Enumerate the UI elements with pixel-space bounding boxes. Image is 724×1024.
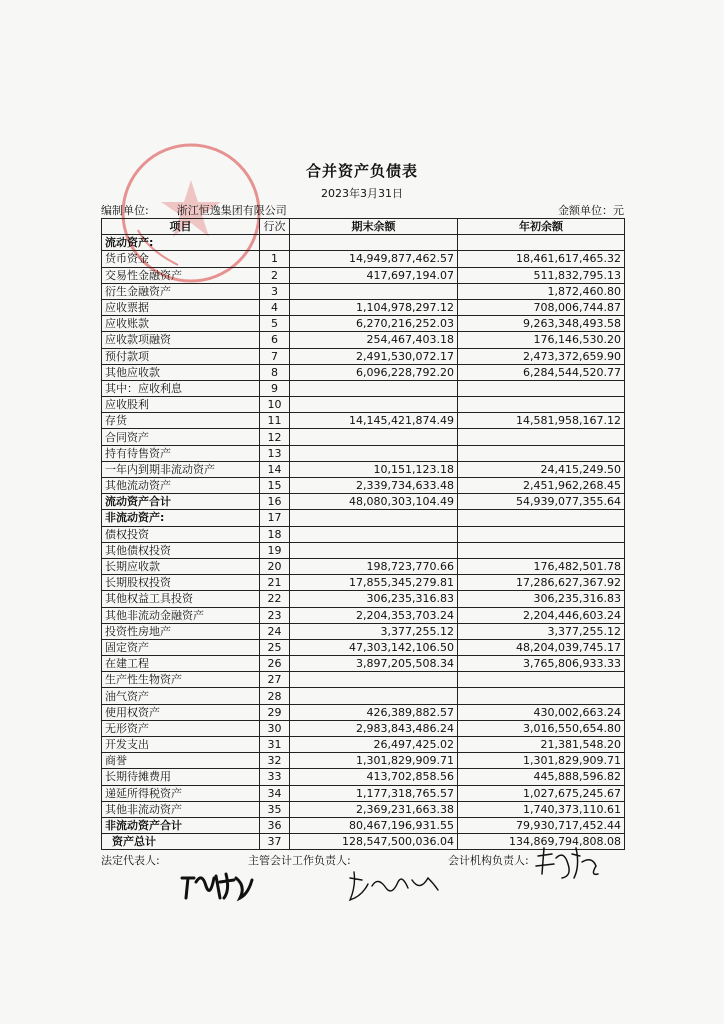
- row-end-balance: 6,096,228,792.20: [290, 364, 458, 380]
- row-line-no: 7: [260, 348, 290, 364]
- row-item: 预付款项: [102, 348, 260, 364]
- prepared-by: [101, 202, 287, 218]
- row-item: 在建工程: [102, 656, 260, 672]
- row-item: 无形资产: [102, 720, 260, 736]
- row-line-no: 28: [260, 688, 290, 704]
- table-row: [102, 575, 625, 591]
- row-end-balance: 2,339,734,633.48: [290, 478, 458, 494]
- table-row: [102, 817, 625, 833]
- row-item: 存货: [102, 413, 260, 429]
- row-begin-balance: 18,461,617,465.32: [458, 251, 625, 267]
- row-begin-balance: 176,146,530.20: [458, 332, 625, 348]
- row-item: 合同资产: [102, 429, 260, 445]
- table-row: [102, 558, 625, 574]
- row-item: 长期应收款: [102, 558, 260, 574]
- row-end-balance: 1,301,829,909.71: [290, 753, 458, 769]
- row-end-balance: [290, 380, 458, 396]
- table-row: [102, 332, 625, 348]
- row-begin-balance: [458, 542, 625, 558]
- table-row: [102, 251, 625, 267]
- row-begin-balance: 2,451,962,268.45: [458, 478, 625, 494]
- table-row: [102, 801, 625, 817]
- row-line-no: 26: [260, 656, 290, 672]
- row-line-no: 13: [260, 445, 290, 461]
- row-end-balance: [290, 526, 458, 542]
- row-begin-balance: [458, 445, 625, 461]
- row-item: 商誉: [102, 753, 260, 769]
- row-line-no: 37: [260, 834, 290, 850]
- row-begin-balance: 17,286,627,367.92: [458, 575, 625, 591]
- row-line-no: 5: [260, 316, 290, 332]
- row-item: 流动资产:: [102, 235, 260, 251]
- row-line-no: 17: [260, 510, 290, 526]
- row-end-balance: [290, 542, 458, 558]
- row-item: 交易性金融资产: [102, 267, 260, 283]
- table-row: [102, 526, 625, 542]
- row-item: 投资性房地产: [102, 623, 260, 639]
- table-row: [102, 299, 625, 315]
- row-begin-balance: [458, 380, 625, 396]
- table-row: [102, 639, 625, 655]
- row-end-balance: 254,467,403.18: [290, 332, 458, 348]
- row-item: 货币资金: [102, 251, 260, 267]
- row-begin-balance: 3,377,255.12: [458, 623, 625, 639]
- row-end-balance: [290, 235, 458, 251]
- row-end-balance: 413,702,858.56: [290, 769, 458, 785]
- row-begin-balance: [458, 510, 625, 526]
- row-item: 应收票据: [102, 299, 260, 315]
- table-row: [102, 542, 625, 558]
- table-header-row: [102, 219, 625, 235]
- row-begin-balance: 2,204,446,603.24: [458, 607, 625, 623]
- row-line-no: 34: [260, 785, 290, 801]
- row-line-no: 11: [260, 413, 290, 429]
- row-line-no: 32: [260, 753, 290, 769]
- row-item: 债权投资: [102, 526, 260, 542]
- row-item: 其他债权投资: [102, 542, 260, 558]
- row-line-no: 36: [260, 817, 290, 833]
- row-end-balance: 80,467,196,931.55: [290, 817, 458, 833]
- row-end-balance: 1,104,978,297.12: [290, 299, 458, 315]
- row-line-no: 30: [260, 720, 290, 736]
- table-row: [102, 672, 625, 688]
- row-item: 使用权资产: [102, 704, 260, 720]
- row-item: 其他非流动金融资产: [102, 607, 260, 623]
- table-row: [102, 720, 625, 736]
- table-row: [102, 380, 625, 396]
- row-line-no: 35: [260, 801, 290, 817]
- row-begin-balance: 1,027,675,245.67: [458, 785, 625, 801]
- row-begin-balance: 54,939,077,355.64: [458, 494, 625, 510]
- row-line-no: 12: [260, 429, 290, 445]
- row-begin-balance: 3,016,550,654.80: [458, 720, 625, 736]
- row-end-balance: 47,303,142,106.50: [290, 639, 458, 655]
- accounting-head-signature: [532, 844, 602, 884]
- table-row: [102, 235, 625, 251]
- row-line-no: 1: [260, 251, 290, 267]
- row-begin-balance: [458, 672, 625, 688]
- table-row: [102, 688, 625, 704]
- table-row: [102, 494, 625, 510]
- row-end-balance: 48,080,303,104.49: [290, 494, 458, 510]
- table-row: [102, 348, 625, 364]
- row-begin-balance: [458, 688, 625, 704]
- row-end-balance: [290, 397, 458, 413]
- row-end-balance: 2,369,231,663.38: [290, 801, 458, 817]
- row-item: 流动资产合计: [102, 494, 260, 510]
- row-item: 应收股利: [102, 397, 260, 413]
- row-line-no: [260, 235, 290, 251]
- chief-accountant-signature: [342, 866, 442, 906]
- row-line-no: 20: [260, 558, 290, 574]
- row-item: 持有待售资产: [102, 445, 260, 461]
- table-row: [102, 623, 625, 639]
- row-item: 长期待摊费用: [102, 769, 260, 785]
- row-line-no: 6: [260, 332, 290, 348]
- row-item: 其他权益工具投资: [102, 591, 260, 607]
- row-begin-balance: 1,872,460.80: [458, 283, 625, 299]
- row-end-balance: [290, 429, 458, 445]
- col-item-header: 项目: [102, 219, 260, 235]
- table-row: [102, 607, 625, 623]
- row-end-balance: 6,270,216,252.03: [290, 316, 458, 332]
- col-begin-header: 年初余额: [458, 219, 625, 235]
- row-item: 非流动资产合计: [102, 817, 260, 833]
- row-begin-balance: 79,930,717,452.44: [458, 817, 625, 833]
- row-line-no: 22: [260, 591, 290, 607]
- row-line-no: 21: [260, 575, 290, 591]
- chief-accountant-label: 主管会计工作负责人:: [248, 854, 351, 867]
- accounting-head-label: 会计机构负责人:: [448, 854, 529, 867]
- row-line-no: 16: [260, 494, 290, 510]
- table-row: [102, 429, 625, 445]
- row-item: 应收款项融资: [102, 332, 260, 348]
- row-item: 其他应收款: [102, 364, 260, 380]
- table-row: [102, 413, 625, 429]
- row-end-balance: 198,723,770.66: [290, 558, 458, 574]
- row-line-no: 33: [260, 769, 290, 785]
- row-begin-balance: [458, 526, 625, 542]
- table-row: [102, 704, 625, 720]
- row-end-balance: 306,235,316.83: [290, 591, 458, 607]
- row-line-no: 31: [260, 737, 290, 753]
- table-row: [102, 478, 625, 494]
- report-title: 合并资产负债表: [305, 162, 418, 180]
- row-end-balance: 14,145,421,874.49: [290, 413, 458, 429]
- row-begin-balance: 14,581,958,167.12: [458, 413, 625, 429]
- row-item: 一年内到期非流动资产: [102, 461, 260, 477]
- row-line-no: 8: [260, 364, 290, 380]
- table-row: [102, 316, 625, 332]
- table-row: [102, 461, 625, 477]
- row-begin-balance: 511,832,795.13: [458, 267, 625, 283]
- balance-sheet-table: [101, 218, 625, 850]
- row-end-balance: [290, 283, 458, 299]
- row-end-balance: 14,949,877,462.57: [290, 251, 458, 267]
- row-item: 油气资产: [102, 688, 260, 704]
- row-end-balance: 2,204,353,703.24: [290, 607, 458, 623]
- row-end-balance: 1,177,318,765.57: [290, 785, 458, 801]
- row-line-no: 14: [260, 461, 290, 477]
- row-end-balance: 2,491,530,072.17: [290, 348, 458, 364]
- table-row: [102, 267, 625, 283]
- row-item: 其中：应收利息: [102, 380, 260, 396]
- row-item: 递延所得税资产: [102, 785, 260, 801]
- col-no-header: 行次: [260, 219, 290, 235]
- row-item: 其他非流动资产: [102, 801, 260, 817]
- row-item: 衍生金融资产: [102, 283, 260, 299]
- row-line-no: 2: [260, 267, 290, 283]
- row-end-balance: 128,547,500,036.04: [290, 834, 458, 850]
- row-begin-balance: 306,235,316.83: [458, 591, 625, 607]
- row-line-no: 18: [260, 526, 290, 542]
- table-row: [102, 445, 625, 461]
- row-begin-balance: 48,204,039,745.17: [458, 639, 625, 655]
- row-line-no: 10: [260, 397, 290, 413]
- row-item: 资产总计: [102, 834, 260, 850]
- col-end-header: 期末余额: [290, 219, 458, 235]
- row-begin-balance: 1,740,373,110.61: [458, 801, 625, 817]
- table-row: [102, 737, 625, 753]
- row-end-balance: 3,897,205,508.34: [290, 656, 458, 672]
- row-line-no: 15: [260, 478, 290, 494]
- table-row: [102, 591, 625, 607]
- row-item: 其他流动资产: [102, 478, 260, 494]
- prepared-by-label: 编制单位:: [101, 204, 149, 217]
- row-begin-balance: 24,415,249.50: [458, 461, 625, 477]
- row-begin-balance: 134,869,794,808.08: [458, 834, 625, 850]
- row-begin-balance: 176,482,501.78: [458, 558, 625, 574]
- row-end-balance: [290, 510, 458, 526]
- row-line-no: 25: [260, 639, 290, 655]
- row-begin-balance: [458, 235, 625, 251]
- row-end-balance: 26,497,425.02: [290, 737, 458, 753]
- row-end-balance: 426,389,882.57: [290, 704, 458, 720]
- table-row: [102, 785, 625, 801]
- table-row: [102, 753, 625, 769]
- row-line-no: 9: [260, 380, 290, 396]
- row-begin-balance: 430,002,663.24: [458, 704, 625, 720]
- row-item: 非流动资产:: [102, 510, 260, 526]
- row-item: 应收账款: [102, 316, 260, 332]
- row-begin-balance: 1,301,829,909.71: [458, 753, 625, 769]
- row-end-balance: [290, 672, 458, 688]
- row-item: 开发支出: [102, 737, 260, 753]
- company-name: 浙江恒逸集团有限公司: [176, 204, 287, 217]
- row-line-no: 4: [260, 299, 290, 315]
- row-end-balance: 3,377,255.12: [290, 623, 458, 639]
- row-end-balance: 17,855,345,279.81: [290, 575, 458, 591]
- row-begin-balance: 708,006,744.87: [458, 299, 625, 315]
- row-begin-balance: 9,263,348,493.58: [458, 316, 625, 332]
- row-end-balance: 2,983,843,486.24: [290, 720, 458, 736]
- legal-rep-signature: [176, 868, 256, 904]
- row-item: 生产性生物资产: [102, 672, 260, 688]
- row-item: 长期股权投资: [102, 575, 260, 591]
- legal-rep-label: 法定代表人:: [101, 854, 160, 867]
- row-line-no: 27: [260, 672, 290, 688]
- row-begin-balance: 3,765,806,933.33: [458, 656, 625, 672]
- report-date: 2023年3月31日: [321, 187, 403, 200]
- row-line-no: 19: [260, 542, 290, 558]
- table-row: [102, 656, 625, 672]
- table-row: [102, 364, 625, 380]
- table-row: [102, 283, 625, 299]
- row-line-no: 3: [260, 283, 290, 299]
- row-item: 固定资产: [102, 639, 260, 655]
- row-line-no: 29: [260, 704, 290, 720]
- row-line-no: 24: [260, 623, 290, 639]
- table-row: [102, 510, 625, 526]
- row-end-balance: [290, 688, 458, 704]
- row-begin-balance: 21,381,548.20: [458, 737, 625, 753]
- row-begin-balance: [458, 429, 625, 445]
- table-row: [102, 397, 625, 413]
- table-row: [102, 769, 625, 785]
- row-end-balance: 10,151,123.18: [290, 461, 458, 477]
- row-begin-balance: 2,473,372,659.90: [458, 348, 625, 364]
- row-end-balance: 417,697,194.07: [290, 267, 458, 283]
- row-begin-balance: 6,284,544,520.77: [458, 364, 625, 380]
- row-line-no: 23: [260, 607, 290, 623]
- row-end-balance: [290, 445, 458, 461]
- row-begin-balance: [458, 397, 625, 413]
- row-begin-balance: 445,888,596.82: [458, 769, 625, 785]
- currency-unit: 金额单位：元: [558, 204, 624, 217]
